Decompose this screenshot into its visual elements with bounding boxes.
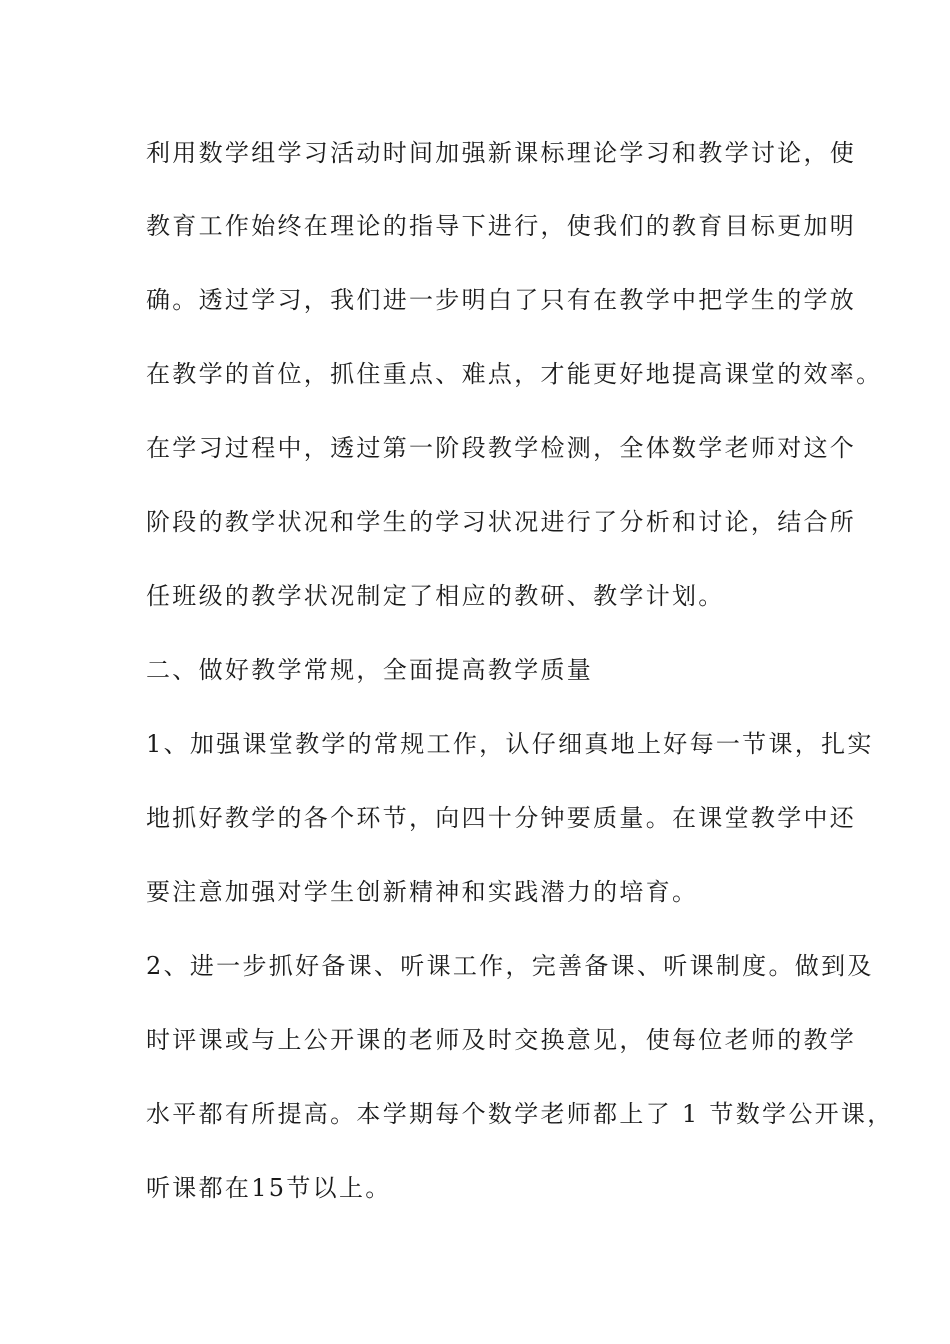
- item-2-line-2: 时评课或与上公开课的老师及时交换意见，使每位老师的教学: [146, 1026, 857, 1054]
- paragraph-1-line-7: 任班级的教学状况制定了相应的教研、教学计划。: [146, 582, 725, 610]
- section-heading: 二、做好教学常规，全面提高教学质量: [146, 656, 594, 684]
- paragraph-1-line-6: 阶段的教学状况和学生的学习状况进行了分析和讨论，结合所: [146, 508, 857, 536]
- item-2-line-4: 听课都在15节以上。: [146, 1174, 392, 1202]
- paragraph-1-line-3: 确。透过学习，我们进一步明白了只有在教学中把学生的学放: [146, 286, 857, 314]
- paragraph-1-line-2: 教育工作始终在理论的指导下进行，使我们的教育目标更加明: [146, 212, 857, 240]
- item-1-line-2: 地抓好教学的各个环节，向四十分钟要质量。在课堂教学中还: [146, 804, 857, 832]
- item-1-line-3: 要注意加强对学生创新精神和实践潜力的培育。: [146, 878, 699, 906]
- item-1-line-1: 1、加强课堂教学的常规工作，认仔细真地上好每一节课，扎实: [146, 730, 874, 758]
- paragraph-1-line-4: 在教学的首位，抓住重点、难点，才能更好地提高课堂的效率。: [146, 360, 883, 388]
- item-2-line-3: 水平都有所提高。本学期每个数学老师都上了 1 节数学公开课，: [146, 1100, 894, 1128]
- paragraph-1-line-1: 利用数学组学习活动时间加强新课标理论学习和教学讨论，使: [146, 139, 857, 167]
- item-2-line-1: 2、进一步抓好备课、听课工作，完善备课、听课制度。做到及: [146, 952, 874, 980]
- paragraph-1-line-5: 在学习过程中，透过第一阶段教学检测，全体数学老师对这个: [146, 434, 857, 462]
